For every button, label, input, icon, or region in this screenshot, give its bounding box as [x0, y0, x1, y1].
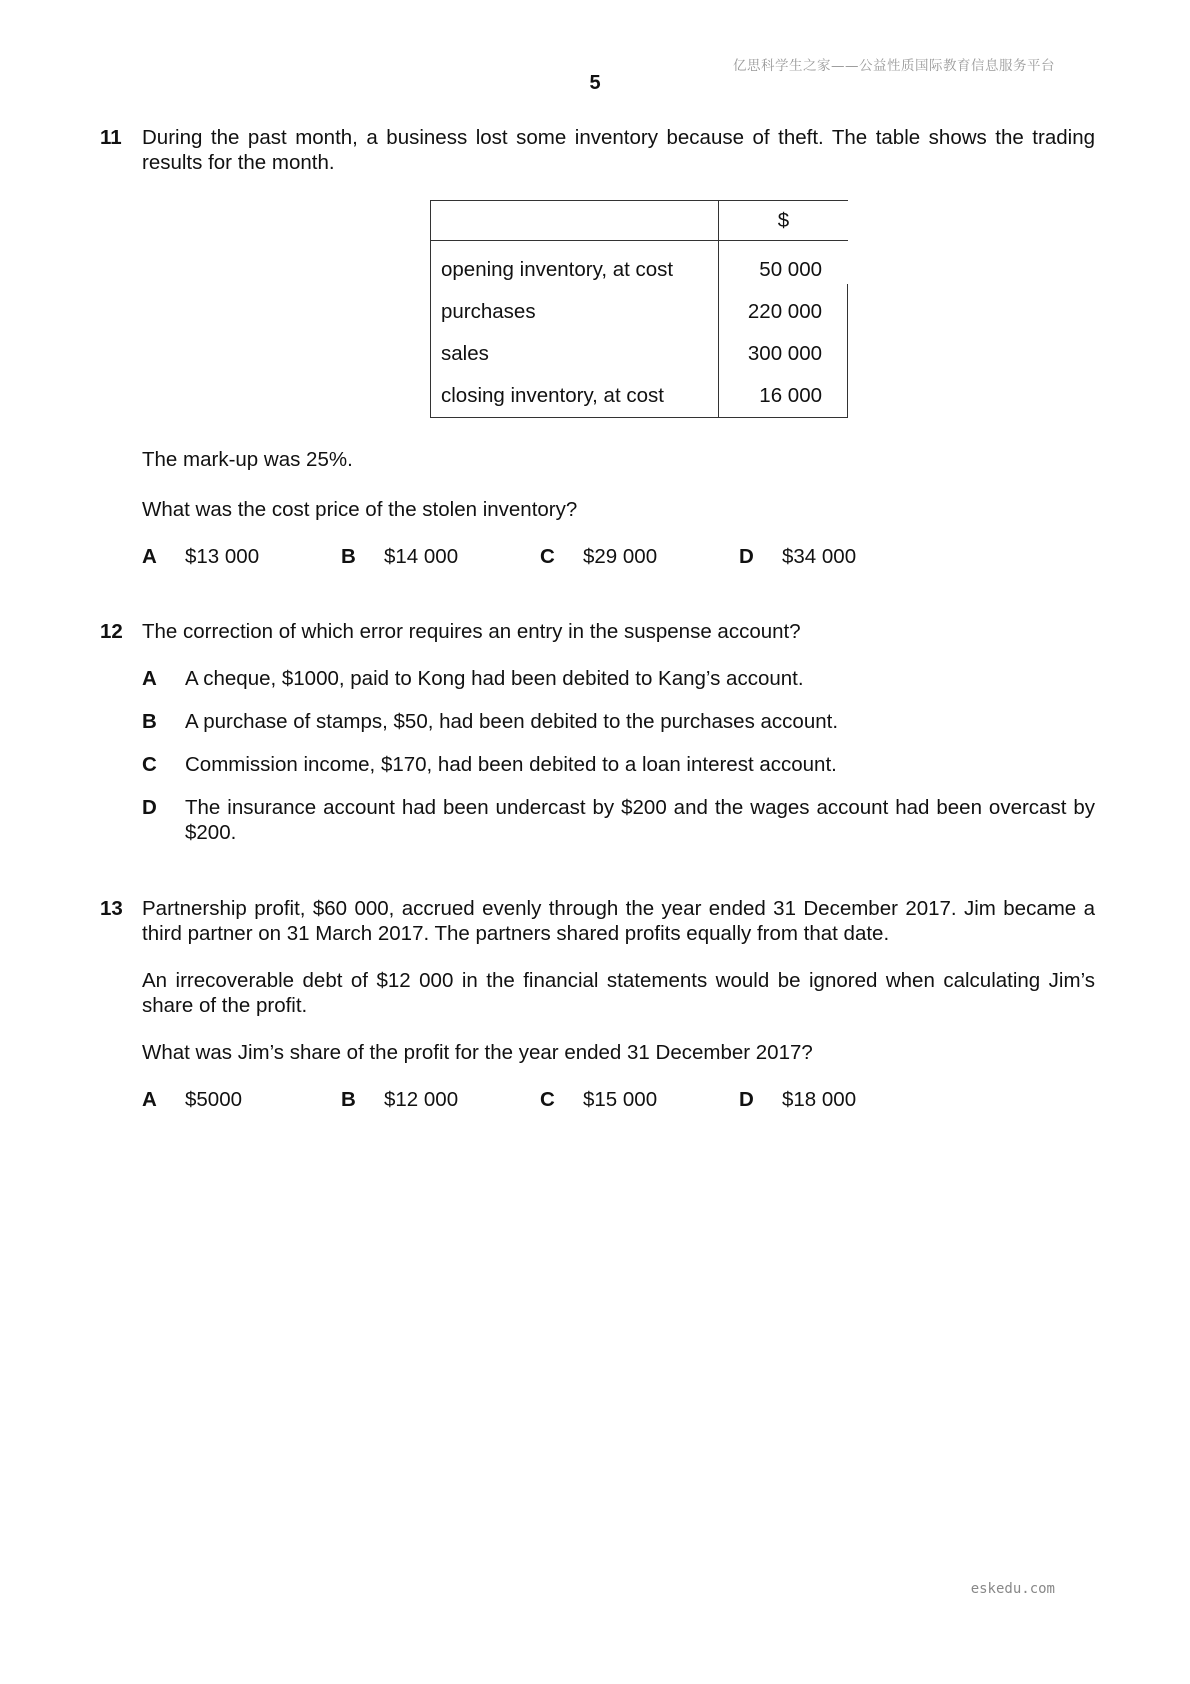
question-note: An irrecoverable debt of $12 000 in the financial statements would be ignored when calculating Jim’s share of the profit. [142, 969, 1095, 1017]
question-note: The mark-up was 25%. [142, 448, 353, 471]
question-11 [100, 125, 1095, 570]
answer-options [142, 544, 1095, 570]
question-13 [100, 896, 1095, 1113]
table-left-border [430, 200, 431, 418]
question-text: The correction of which error requires an entry in the suspense account? [142, 620, 801, 643]
option-letter: B [341, 545, 356, 568]
question-number: 13 [100, 897, 123, 920]
question-12 [100, 619, 1095, 863]
option-letter: A [142, 545, 157, 568]
table-row-value: 50 000 [759, 258, 822, 281]
option-letter: D [142, 796, 157, 819]
option-text: $34 000 [782, 545, 857, 568]
option-text: Commission income, $170, had been debited to a loan interest account. [185, 753, 837, 776]
footer-watermark: eskedu.com [970, 1581, 1055, 1597]
answer-option-a[interactable] [142, 544, 341, 570]
table-row-value: 220 000 [747, 300, 822, 323]
option-text: $13 000 [185, 545, 260, 568]
trading-results-table [430, 200, 848, 418]
option-text: A cheque, $1000, paid to Kong had been debited to Kang’s account. [185, 667, 804, 690]
answer-options [142, 666, 1095, 845]
option-letter: A [142, 667, 157, 690]
header-watermark: 亿思科学生之家——公益性质国际教育信息服务平台 [733, 58, 1055, 74]
table-row-value: 16 000 [759, 384, 822, 407]
table-header-border [430, 240, 848, 241]
option-letter: C [142, 753, 157, 776]
answer-option-c[interactable] [540, 544, 739, 570]
option-text: $15 000 [583, 1088, 658, 1111]
option-text: $18 000 [782, 1088, 857, 1111]
table-row-label: closing inventory, at cost [441, 384, 664, 407]
option-letter: C [540, 1088, 555, 1111]
table-currency-header: $ [777, 209, 790, 232]
table-right-border [847, 284, 848, 418]
table-row-value: 300 000 [747, 342, 822, 365]
answer-option-c[interactable] [142, 752, 1095, 777]
table-row-label: opening inventory, at cost [441, 258, 674, 281]
answer-option-b[interactable] [142, 709, 1095, 734]
table-bottom-border [430, 417, 848, 418]
option-text: $12 000 [384, 1088, 459, 1111]
option-letter: A [142, 1088, 157, 1111]
option-letter: C [540, 545, 555, 568]
option-text: The insurance account had been undercast by $200 and the wages account had been overcast by $200. [185, 796, 1095, 844]
option-text: $5000 [185, 1088, 243, 1111]
option-text: A purchase of stamps, $50, had been debited to the purchases account. [185, 710, 839, 733]
option-letter: D [739, 545, 754, 568]
option-letter: D [739, 1088, 754, 1111]
answer-option-d[interactable] [739, 1087, 938, 1113]
question-text: What was Jim’s share of the profit for the year ended 31 December 2017? [142, 1041, 813, 1064]
answer-option-d[interactable] [739, 544, 938, 570]
option-letter: B [142, 710, 157, 733]
answer-option-b[interactable] [341, 544, 540, 570]
table-top-border [430, 200, 848, 201]
option-letter: B [341, 1088, 356, 1111]
answer-options [142, 1087, 1095, 1113]
table-row-label: sales [441, 342, 489, 365]
answer-option-a[interactable] [142, 1087, 341, 1113]
page-number: 5 [589, 72, 601, 94]
option-text: $14 000 [384, 545, 459, 568]
answer-option-b[interactable] [341, 1087, 540, 1113]
answer-option-c[interactable] [540, 1087, 739, 1113]
table-row-label: purchases [441, 300, 536, 323]
question-stem: Partnership profit, $60 000, accrued evenly through the year ended 31 December 2017. Jim became a third partner on 31 March 2017. The partners shared profits equally from that date. [142, 897, 1095, 945]
question-text: What was the cost price of the stolen inventory? [142, 498, 578, 521]
question-number: 12 [100, 620, 123, 643]
question-stem: During the past month, a business lost some inventory because of theft. The table shows the trading results for the month. [142, 126, 1095, 174]
option-text: $29 000 [583, 545, 658, 568]
answer-option-a[interactable] [142, 666, 1095, 691]
question-number: 11 [100, 126, 122, 149]
answer-option-d[interactable] [142, 795, 1095, 845]
